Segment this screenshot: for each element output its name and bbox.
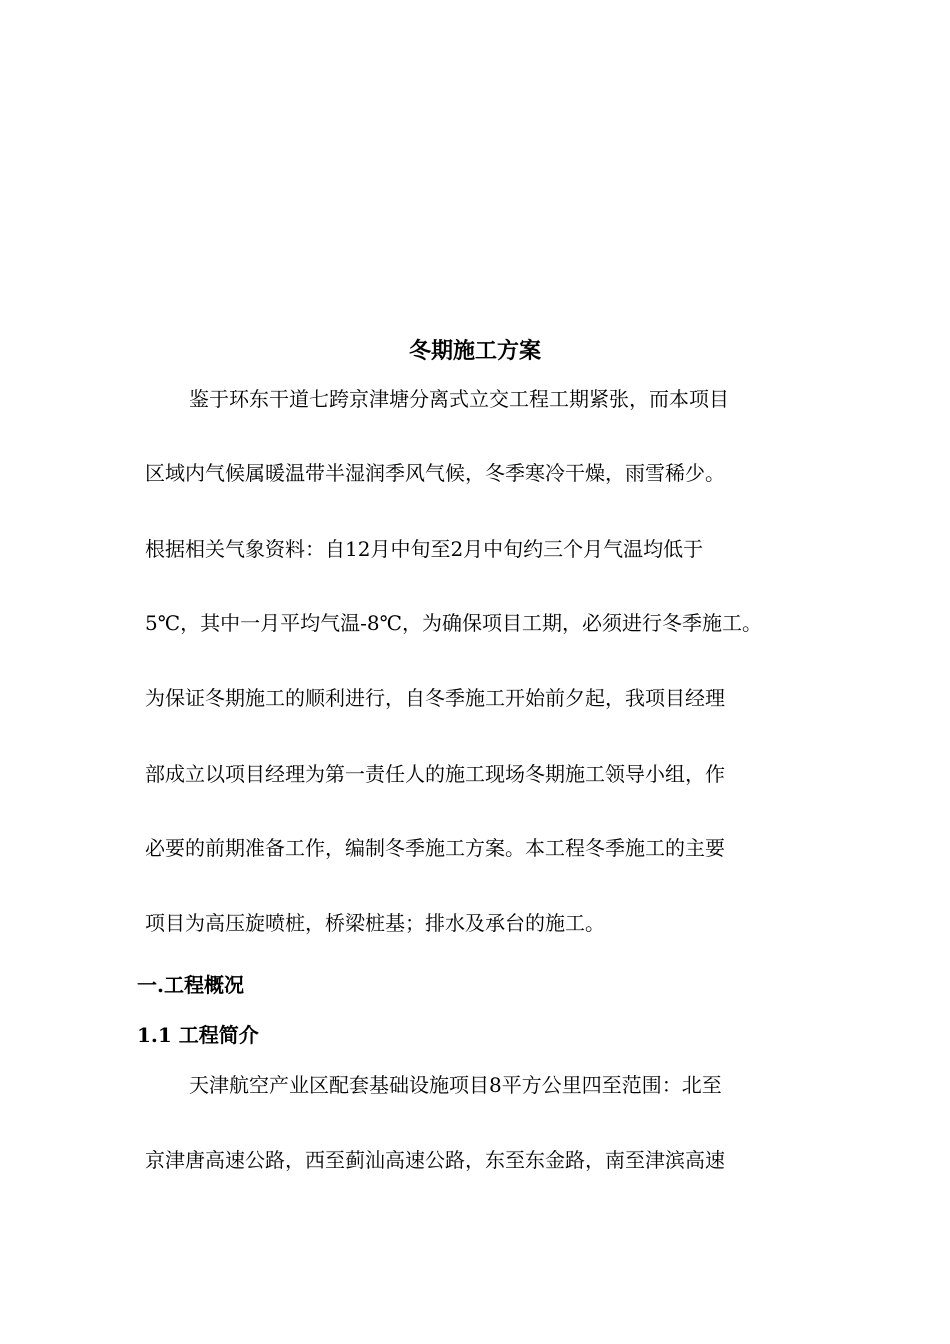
section-1-heading: 一.工程概况 <box>137 973 244 997</box>
intro-line-6: 部成立以项目经理为第一责任人的施工现场冬期施工领导小组，作 <box>145 762 725 786</box>
intro-line-1: 鉴于环东干道七跨京津塘分离式立交工程工期紧张，而本项目 <box>189 387 729 411</box>
document-title: 冬期施工方案 <box>408 338 541 364</box>
intro-line-3: 根据相关气象资料：自12月中旬至2月中旬约三个月气温均低于 <box>145 537 704 561</box>
intro-line-2: 区域内气候属暖温带半湿润季风气候，冬季寒冷干燥，雨雪稀少。 <box>145 461 725 485</box>
section-1-1-line-2: 京津唐高速公路，西至蓟汕高速公路，东至东金路，南至津滨高速 <box>145 1148 725 1172</box>
intro-line-8: 项目为高压旋喷桩，桥梁桩基；排水及承台的施工。 <box>145 911 605 935</box>
section-1-1-line-1: 天津航空产业区配套基础设施项目8平方公里四至范围：北至 <box>189 1073 722 1097</box>
section-1-1-heading: 1.1 工程简介 <box>137 1023 259 1047</box>
intro-line-4: 5℃，其中一月平均气温-8℃，为确保项目工期，必须进行冬季施工。 <box>145 611 762 635</box>
intro-line-5: 为保证冬期施工的顺利进行，自冬季施工开始前夕起，我项目经理 <box>145 686 725 710</box>
intro-line-7: 必要的前期准备工作，编制冬季施工方案。本工程冬季施工的主要 <box>145 836 725 860</box>
